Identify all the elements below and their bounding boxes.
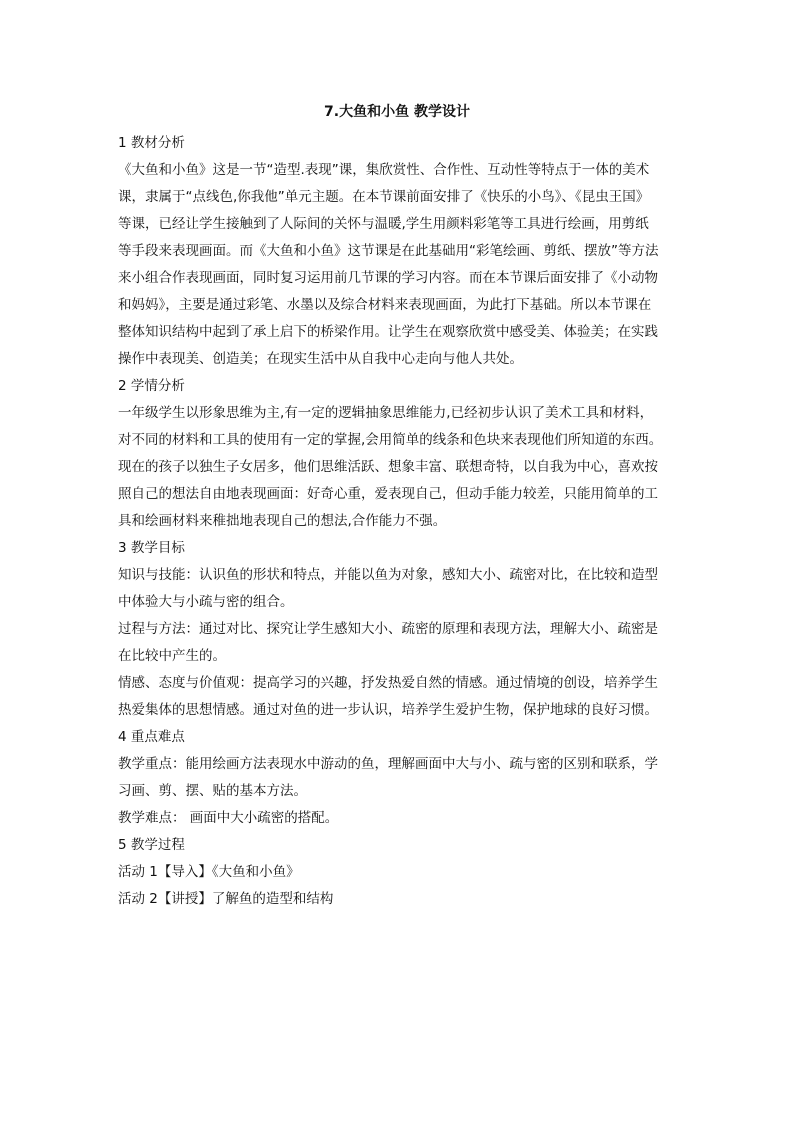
activity-line: 活动 1【导入】《大鱼和小鱼》	[118, 864, 300, 880]
paragraph-line: 教学难点： 画面中大小疏密的搭配。	[118, 810, 339, 826]
paragraph-line: 习画、剪、摆、贴的基本方法。	[118, 783, 307, 799]
paragraph-line: 等手段来表现画面。而《大鱼和小鱼》这节课是在此基础用“彩笔绘画、剪纸、摆放”等方法	[118, 243, 659, 259]
paragraph-line: 整体知识结构中起到了承上启下的桥梁作用。让学生在观察欣赏中感受美、体验美；在实践	[118, 324, 658, 340]
paragraph-line: 知识与技能：认识鱼的形状和特点，并能以鱼为对象，感知大小、疏密对比，在比较和造型	[118, 567, 658, 583]
document-body	[118, 130, 680, 913]
paragraph-line: 对不同的材料和工具的使用有一定的掌握,会用简单的线条和色块来表现他们所知道的东西。	[118, 432, 663, 448]
activity-line: 活动 2【讲授】了解鱼的造型和结构	[118, 891, 334, 907]
section-heading-teaching-goals: 3 教学目标	[118, 540, 185, 556]
paragraph-line: 来小组合作表现画面，同时复习运用前几节课的学习内容。而在本节课后面安排了《小动物	[118, 270, 658, 286]
paragraph-line: 在比较中产生的。	[118, 648, 226, 664]
paragraph-line: 一年级学生以形象思维为主,有一定的逻辑抽象思维能力,已经初步认识了美术工具和材料，	[118, 405, 654, 421]
paragraph-line: 等课，已经让学生接触到了人际间的关怀与温暖,学生用颜料彩笔等工具进行绘画，用剪纸	[118, 216, 649, 232]
paragraph-line: 教学重点：能用绘画方法表现水中游动的鱼，理解画面中大与小、疏与密的区别和联系，学	[118, 756, 658, 772]
section-heading-teaching-process: 5 教学过程	[118, 837, 185, 853]
paragraph-line: 情感、态度与价值观：提高学习的兴趣，抒发热爱自然的情感。通过情境的创设，培养学生	[118, 675, 658, 691]
section-heading-textbook-analysis: 1 教材分析	[118, 135, 185, 151]
paragraph-line: 中体验大与小疏与密的组合。	[118, 594, 294, 610]
section-heading-key-points: 4 重点难点	[118, 729, 185, 745]
paragraph-line: 课，隶属于“点线色,你我他”单元主题。在本节课前面安排了《快乐的小鸟》、《昆虫王国》	[118, 189, 650, 205]
paragraph-line: 具和绘画材料来稚拙地表现自己的想法,合作能力不强。	[118, 513, 447, 529]
paragraph-line: 热爱集体的思想情感。通过对鱼的进一步认识，培养学生爱护生物，保护地球的良好习惯。	[118, 702, 658, 718]
document-title: 7.大鱼和小鱼 教学设计	[324, 104, 470, 120]
paragraph-line: 《大鱼和小鱼》这是一节“造型.表现”课，集欣赏性、合作性、互动性等特点于一体的美术	[118, 162, 650, 178]
paragraph-line: 现在的孩子以独生子女居多，他们思维活跃、想象丰富、联想奇特，以自我为中心，喜欢按	[118, 459, 658, 475]
paragraph-line: 照自己的想法自由地表现画面：好奇心重，爱表现自己，但动手能力较差，只能用简单的工	[118, 486, 658, 502]
section-heading-student-analysis: 2 学情分析	[118, 378, 185, 394]
paragraph-line: 和妈妈》，主要是通过彩笔、水墨以及综合材料来表现画面，为此打下基础。所以本节课在	[118, 297, 652, 313]
paragraph-line: 过程与方法：通过对比、探究让学生感知大小、疏密的原理和表现方法，理解大小、疏密是	[118, 621, 658, 637]
paragraph-line: 操作中表现美、创造美；在现实生活中从自我中心走向与他人共处。	[118, 351, 523, 367]
